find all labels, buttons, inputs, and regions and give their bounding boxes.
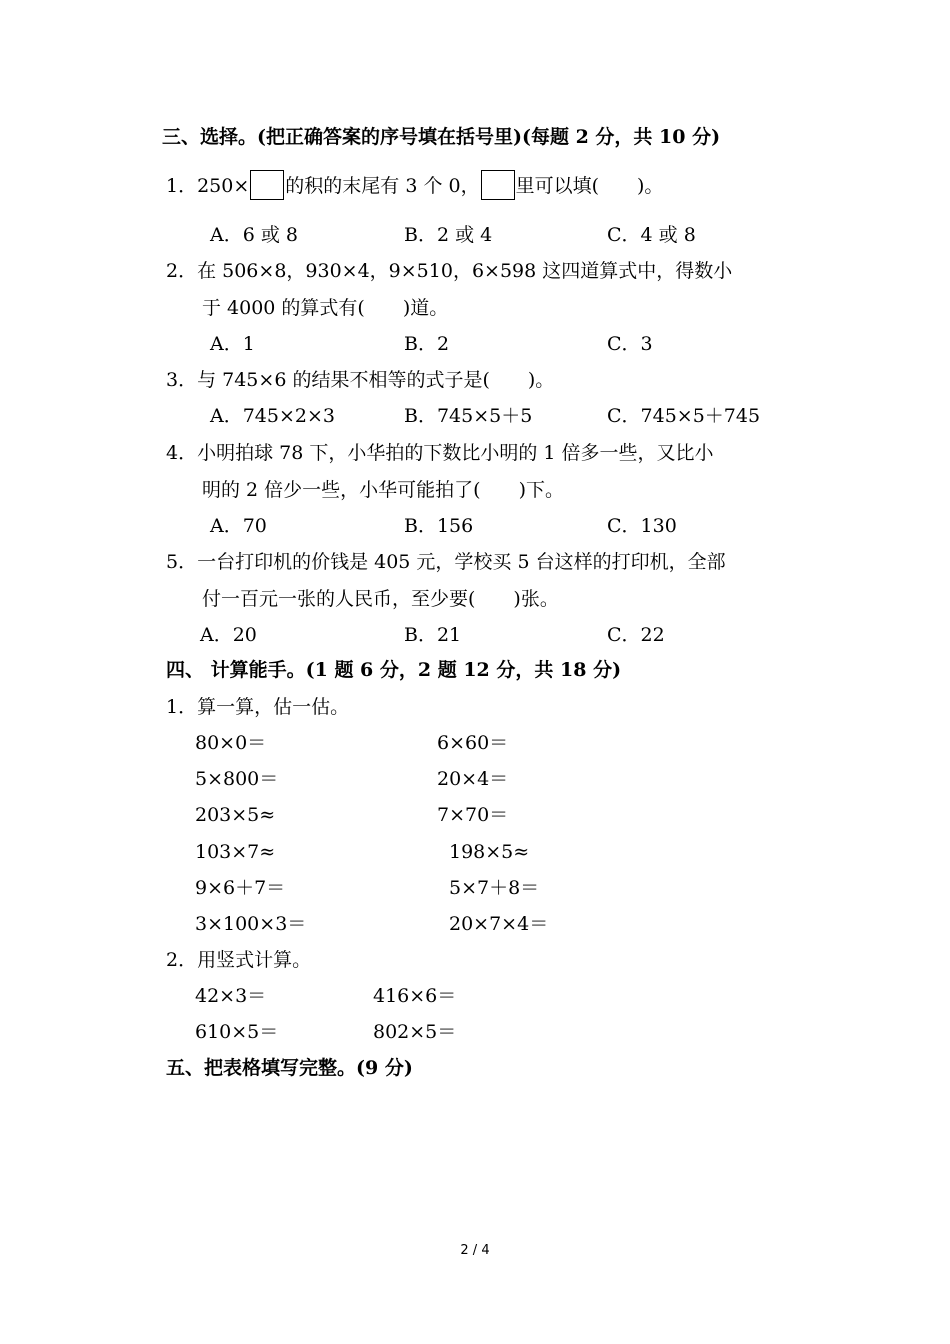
question-2-line2: 于 4000 的算式有( )道。 bbox=[202, 297, 449, 319]
q3-option-a: A．745×2×3 bbox=[210, 405, 336, 427]
vertical-calc-right-2: 802×5＝ bbox=[373, 1021, 457, 1043]
question-1 bbox=[166, 170, 663, 200]
section4-heading: 四、 计算能手。(1 题 6 分，2 题 12 分，共 18 分) bbox=[166, 659, 622, 681]
question-4-line1: 4．小明拍球 78 下，小华拍的下数比小明的 1 倍多一些，又比小 bbox=[166, 442, 714, 464]
q5-option-c: C．22 bbox=[607, 624, 665, 646]
q2-option-c: C．3 bbox=[607, 333, 653, 355]
q5-option-a: A．20 bbox=[200, 624, 257, 646]
calc-right-3: 7×70＝ bbox=[437, 804, 509, 826]
q1-option-b: B．2 或 4 bbox=[404, 224, 493, 246]
question-1-middle: 的积的末尾有 3 个 0， bbox=[285, 175, 480, 197]
q1-option-a: A．6 或 8 bbox=[210, 224, 298, 246]
calc-left-6: 3×100×3＝ bbox=[195, 913, 307, 935]
answer-box-1 bbox=[250, 170, 284, 200]
question-5-line1: 5．一台打印机的价钱是 405 元，学校买 5 台这样的打印机，全部 bbox=[166, 551, 726, 573]
vertical-calc-left-2: 610×5＝ bbox=[195, 1021, 279, 1043]
vertical-calc-right-1: 416×6＝ bbox=[373, 985, 457, 1007]
calc-right-4: 198×5≈ bbox=[449, 841, 530, 863]
question-4-line2: 明的 2 倍少一些，小华可能拍了( )下。 bbox=[202, 479, 564, 501]
section4-part1-title: 1．算一算，估一估。 bbox=[166, 696, 350, 718]
q2-option-b: B．2 bbox=[404, 333, 450, 355]
q4-option-c: C．130 bbox=[607, 515, 677, 537]
question-1-suffix: 里可以填( )。 bbox=[515, 175, 664, 197]
calc-right-2: 20×4＝ bbox=[437, 768, 509, 790]
calc-left-3: 203×5≈ bbox=[195, 804, 276, 826]
question-2-line1: 2．在 506×8，930×4，9×510，6×598 这四道算式中，得数小 bbox=[166, 260, 733, 282]
calc-left-2: 5×800＝ bbox=[195, 768, 279, 790]
q2-option-a: A．1 bbox=[210, 333, 255, 355]
page-number: 2 / 4 bbox=[460, 1243, 490, 1258]
calc-left-5: 9×6＋7＝ bbox=[195, 877, 286, 899]
question-5-line2: 付一百元一张的人民币，至少要( )张。 bbox=[202, 588, 559, 610]
calc-right-5: 5×7＋8＝ bbox=[449, 877, 540, 899]
q1-option-c: C．4 或 8 bbox=[607, 224, 696, 246]
calc-left-1: 80×0＝ bbox=[195, 732, 267, 754]
q5-option-b: B．21 bbox=[404, 624, 462, 646]
calc-right-1: 6×60＝ bbox=[437, 732, 509, 754]
question-3-line1: 3．与 745×6 的结果不相等的式子是( )。 bbox=[166, 369, 555, 391]
q4-option-b: B．156 bbox=[404, 515, 474, 537]
section5-heading: 五、把表格填写完整。(9 分) bbox=[166, 1057, 413, 1079]
answer-box-2 bbox=[481, 170, 515, 200]
section3-heading: 三、选择。(把正确答案的序号填在括号里)(每题 2 分，共 10 分) bbox=[162, 126, 721, 148]
section4-part2-title: 2．用竖式计算。 bbox=[166, 949, 312, 971]
calc-right-6: 20×7×4＝ bbox=[449, 913, 549, 935]
calc-left-4: 103×7≈ bbox=[195, 841, 276, 863]
vertical-calc-left-1: 42×3＝ bbox=[195, 985, 267, 1007]
q4-option-a: A．70 bbox=[210, 515, 267, 537]
q3-option-b: B．745×5＋5 bbox=[404, 405, 533, 427]
question-1-prefix: 1．250× bbox=[166, 175, 250, 197]
q3-option-c: C．745×5＋745 bbox=[607, 405, 761, 427]
